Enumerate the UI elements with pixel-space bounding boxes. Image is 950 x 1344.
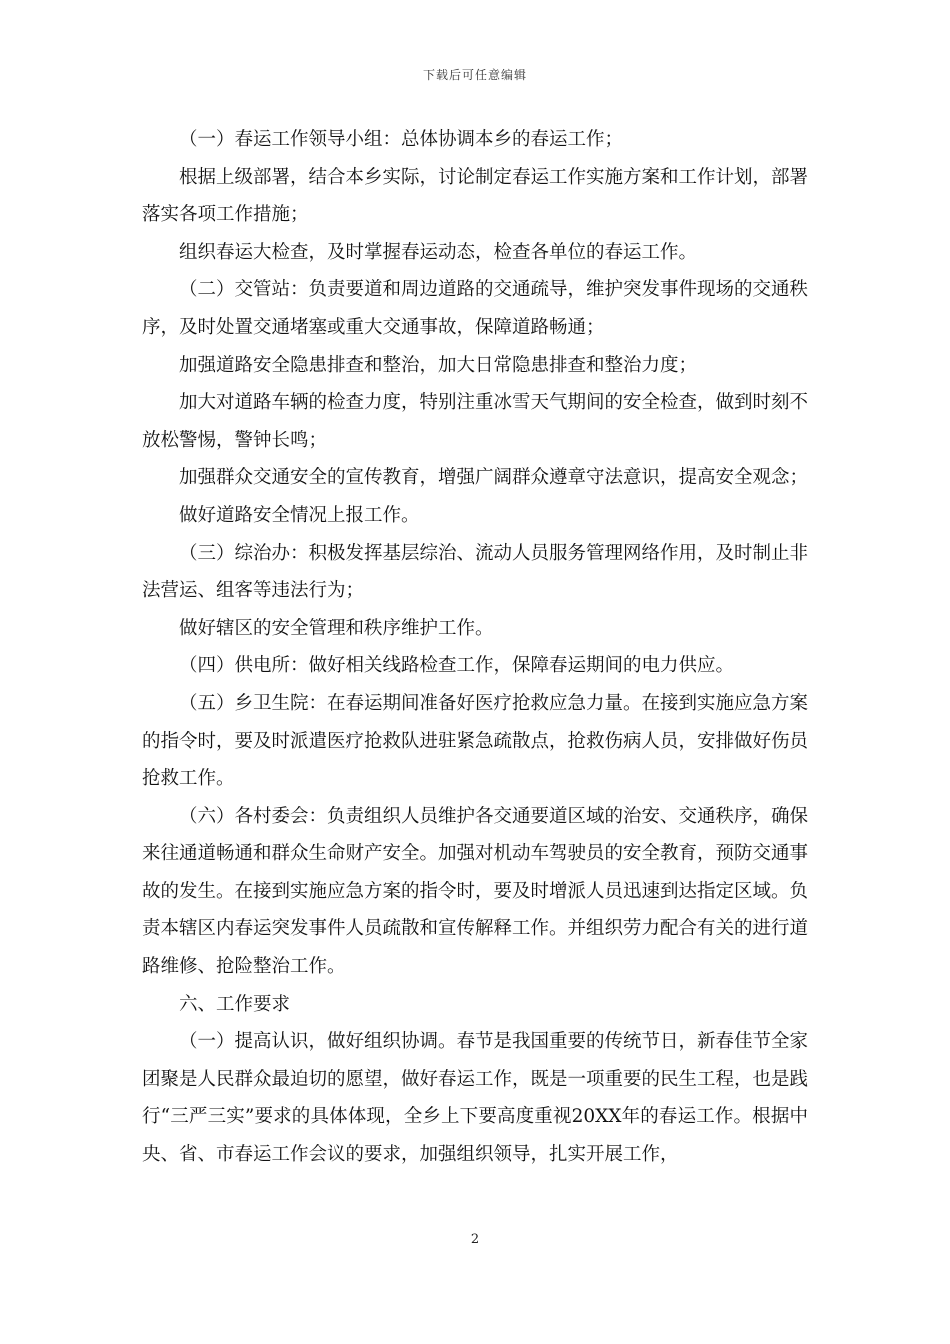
page-number: 2: [470, 1232, 480, 1247]
paragraph: 加强道路安全隐患排查和整治，加大日常隐患排查和整治力度；: [179, 354, 698, 376]
document-body: [142, 121, 808, 1174]
paragraph: （四）供电所：做好相关线路检查工作，保障春运期间的电力供应。: [179, 655, 735, 677]
paragraph: （五）乡卫生院：在春运期间准备好医疗抢救应急力量。在接到实施应急方案的指令时，要及时派遣医疗抢救队进驻紧急疏散点，抢救伤病人员，安排做好伤员抢救工作。: [142, 692, 809, 790]
paragraph: 加强群众交通安全的宣传教育，增强广阔群众遵章守法意识，提高安全观念；: [179, 467, 809, 489]
paragraph: （三）综治办：积极发挥基层综治、流动人员服务管理网络作用，及时制止非法营运、组客等违法行为；: [142, 542, 809, 602]
section-heading: 六、工作要求: [179, 993, 291, 1015]
paragraph: 根据上级部署，结合本乡实际，讨论制定春运工作实施方案和工作计划，部署落实各项工作措施；: [142, 166, 809, 226]
paragraph: 组织春运大检查，及时掌握春运动态，检查各单位的春运工作。: [179, 241, 698, 263]
paragraph: （一）春运工作领导小组：总体协调本乡的春运工作；: [179, 129, 624, 150]
paragraph: （一）提高认识，做好组织协调。春节是我国重要的传统节日，新春佳节全家团聚是人民群众最迫切的愿望，做好春运工作，既是一项重要的民生工程，也是践行“三严三实”要求的具体体现，全乡上下要高度重视20XX年的春运工作。根据中央、省、市春运工作会议的要求，加强组织领导，扎实开展工作，: [142, 1031, 809, 1166]
paragraph: 做好道路安全情况上报工作。: [179, 504, 420, 526]
paragraph: 做好辖区的安全管理和秩序维护工作。: [179, 617, 494, 639]
paragraph: （二）交管站：负责要道和周边道路的交通疏导，维护突发事件现场的交通秩序，及时处置交通堵塞或重大交通事故，保障道路畅通；: [142, 279, 809, 338]
paragraph: 加大对道路车辆的检查力度，特别注重冰雪天气期间的安全检查，做到时刻不放松警惕，警钟长鸣；: [142, 392, 809, 451]
paragraph: （六）各村委会：负责组织人员维护各交通要道区域的治安、交通秩序，确保来往通道畅通和群众生命财产安全。加强对机动车驾驶员的安全教育，预防交通事故的发生。在接到实施应急方案的指令时，要及时增派人员迅速到达指定区域。负责本辖区内春运突发事件人员疏散和宣传解释工作。并组织劳力配合有关的进行道路维修、抢险整治工作。: [142, 805, 809, 978]
page-header: 下载后可任意编辑: [422, 68, 527, 82]
